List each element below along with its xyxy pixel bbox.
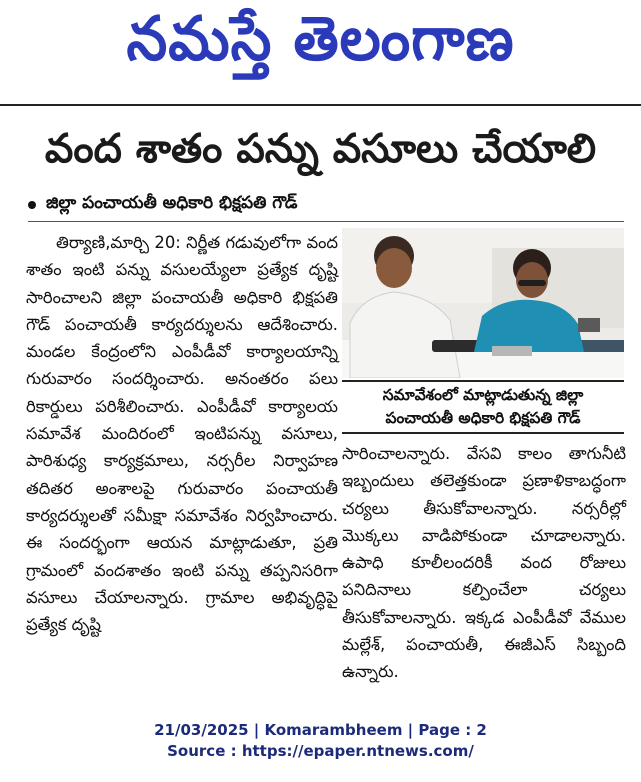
article-body-left — [26, 229, 338, 638]
article-subhead — [28, 193, 297, 217]
footer-date-edition: 21/03/2025 | Komarambheem | Page : 2 — [154, 721, 487, 739]
body-right-text: సారించాలన్నారు. వేసవి కాలం తాగునీటి ఇబ్బందులు తలెత్తకుండా ప్రణాళికాబద్ధంగా చర్యలు తీసుకోవాలన్నారు. నర్సరీల్లో మొక్కలు వాడిపోకుండా చూడాలన్నారు. ఉపాధి కూలీలందరికీ వంద రోజులు పనిదినాలు కల్పించేలా చర్యలు తీసుకోవాలన్నారు. ఇక్కడ ఎంపీడీవో వేముల మల్లేశ్, పంచాయతీ, ఈజీఎస్ సిబ్బంది ఉన్నారు. — [342, 444, 626, 682]
photo-caption-line1: సమావేశంలో మాట్లాడుతున్న జిల్లా — [382, 386, 584, 404]
meeting-photo-illustration — [342, 228, 624, 378]
photo-caption-line2: పంచాయతీ అధికారి భిక్షపతి గౌడ్ — [385, 409, 581, 427]
bullet-icon — [28, 201, 36, 209]
body-left-text: తిర్యాణి,మార్చి 20: నిర్ణీత గడువులోగా వంద శాతం ఇంటి పన్ను వసులయ్యేలా ప్రత్యేక దృష్టి సారించాలని జిల్లా పంచాయతీ అధికారి భిక్షపతి గౌడ్ పంచాయతీ కార్యదర్శులను ఆదేశించారు. మండల కేంద్రంలోని ఎంపీడీవో కార్యాలయాన్ని గురువారం సందర్శించారు. అనంతరం పలు రికార్డులు పరిశీలించారు. ఎంపీడీవో కార్యాలయ సమావేశ మందిరంలో ఇంటిపన్ను వసూలు, పారిశుధ్య కార్యక్రమాలు, నర్సరీల నిర్వాహణ తదితర అంశాలపై గురువారం పంచాయతీ కార్యదర్శులతో సమీక్షా సమావేశం నిర్వహించారు. ఈ సందర్భంగా ఆయన మాట్లాడుతూ, ప్రతి గ్రామంలో వందశాతం ఇంటి పన్ను తప్పనిసరిగా వసూలు చేయాలన్నారు. గ్రామాల అభివృద్ధిపై ప్రత్యేక దృష్టి — [26, 233, 338, 635]
masthead — [0, 0, 641, 92]
article-photo — [342, 228, 624, 378]
page-footer — [0, 720, 641, 762]
article-headline: వంద శాతం పన్ను వసూలు చేయాలి — [44, 126, 597, 172]
masthead-divider — [0, 104, 641, 106]
article-body-right — [342, 440, 626, 686]
subhead-divider — [28, 221, 624, 222]
newspaper-logo: నమస్తే తెలంగాణ — [126, 2, 515, 74]
footer-source-link[interactable]: Source : https://epaper.ntnews.com/ — [167, 742, 474, 760]
photo-caption — [342, 380, 624, 434]
subhead-text: జిల్లా పంచాయతీ అధికారి భిక్షపతి గౌడ్ — [46, 193, 298, 213]
